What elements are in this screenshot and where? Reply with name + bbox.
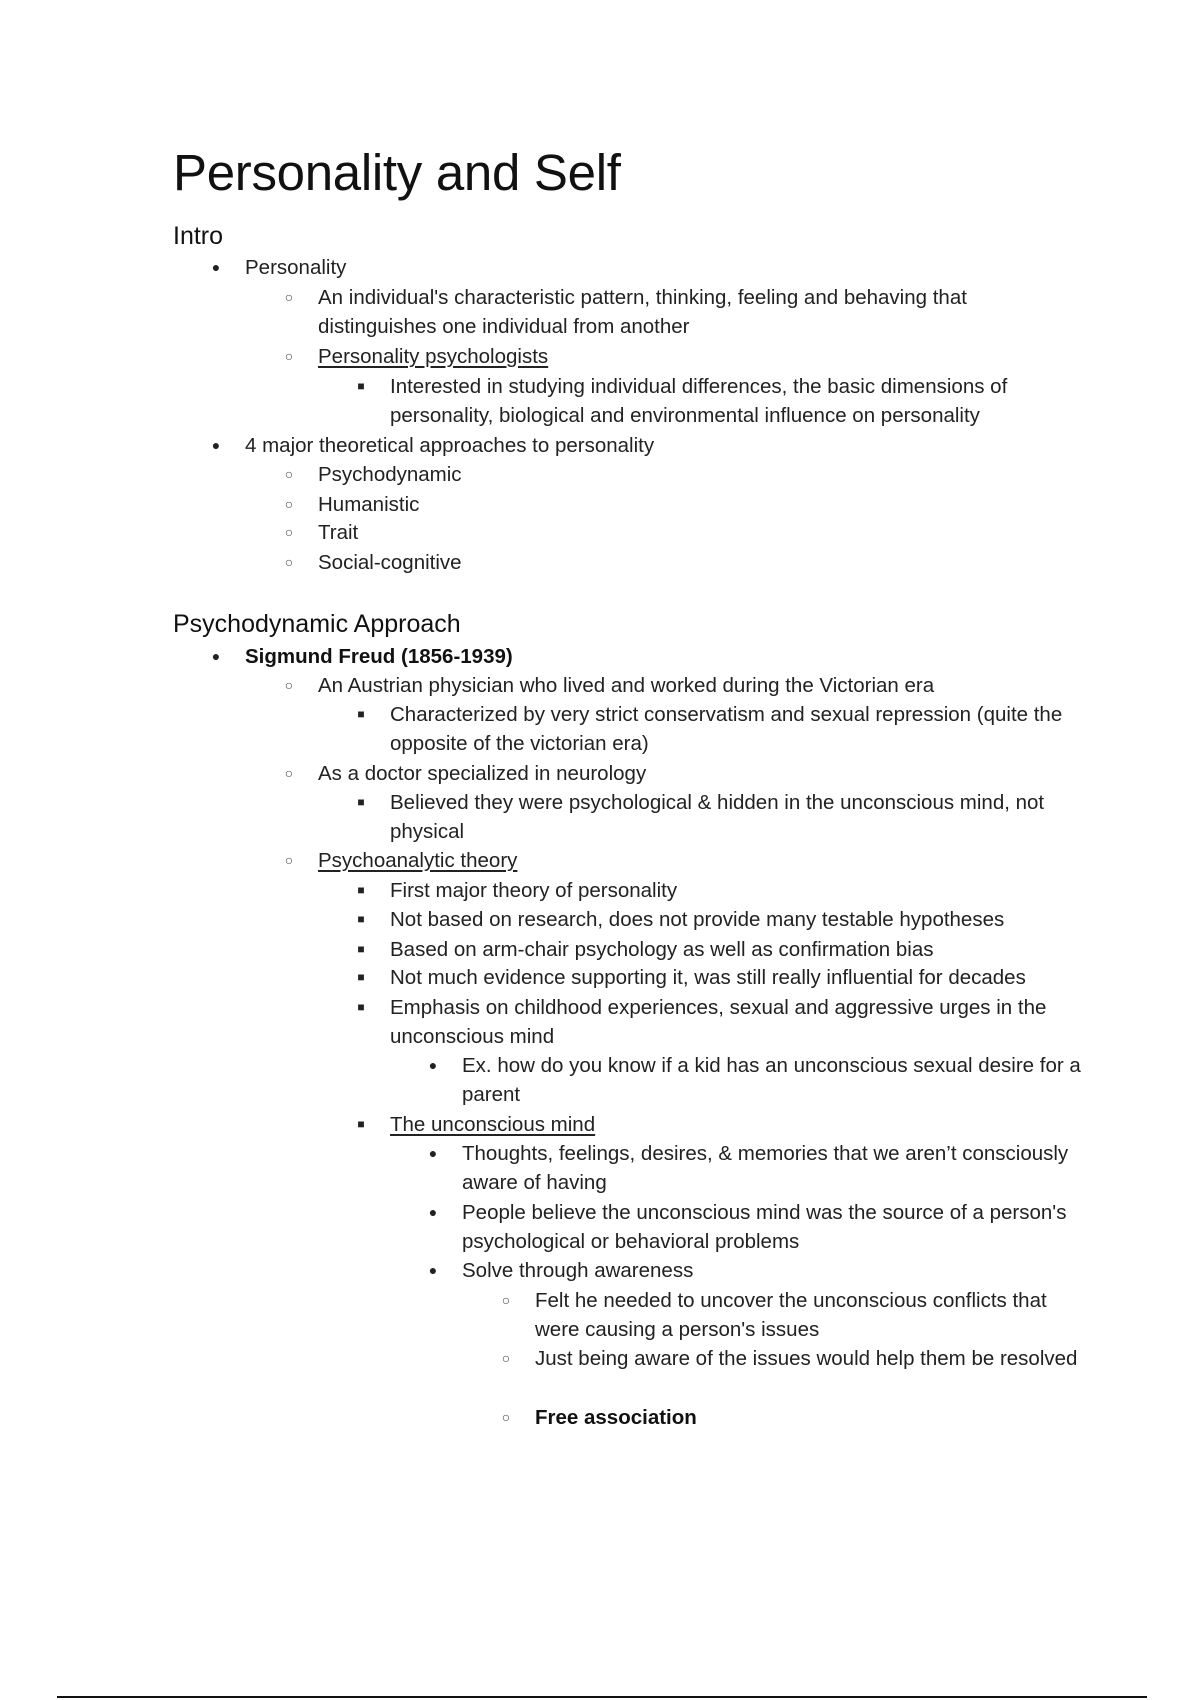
page-divider — [57, 1696, 1147, 1698]
bullet-disc-icon: ● — [211, 437, 221, 453]
list-item: ○ Psychoanalytic theory — [318, 846, 1088, 875]
bullet-square-icon: ■ — [357, 1000, 365, 1014]
list-item: ■ Not much evidence supporting it, was still really influential for decades — [390, 963, 1090, 992]
section-heading-intro: Intro — [173, 222, 224, 250]
bullet-circle-icon: ○ — [284, 677, 294, 693]
bullet-circle-icon: ○ — [501, 1292, 511, 1308]
bullet-circle-icon: ○ — [501, 1409, 511, 1425]
list-item: ● Ex. how do you know if a kid has an unconscious sexual desire for a parent — [462, 1051, 1092, 1109]
list-item: ○ An Austrian physician who lived and worked during the Victorian era — [318, 671, 1088, 700]
bullet-circle-icon: ○ — [284, 496, 294, 512]
list-item: ○ Personality psychologists — [318, 342, 1088, 371]
list-item: ● People believe the unconscious mind was the source of a person's psychological or behavioral problems — [462, 1198, 1092, 1256]
bullet-circle-icon: ○ — [284, 852, 294, 868]
list-item: ○ Psychodynamic — [318, 460, 1088, 489]
bullet-disc-icon: ● — [211, 648, 221, 664]
list-item: ● Personality — [245, 253, 1085, 282]
list-item: ○ Trait — [318, 518, 1088, 547]
list-item: ■ Interested in studying individual differences, the basic dimensions of personality, biological and environmental influence on personality — [390, 372, 1090, 430]
list-item: ○ An individual's characteristic pattern, thinking, feeling and behaving that distinguishes one individual from another — [318, 283, 1088, 341]
bullet-circle-icon: ○ — [501, 1350, 511, 1366]
list-item: ■ Not based on research, does not provide many testable hypotheses — [390, 905, 1090, 934]
bullet-disc-icon: ● — [428, 1204, 438, 1220]
bullet-circle-icon: ○ — [284, 348, 294, 364]
bullet-disc-icon: ● — [428, 1057, 438, 1073]
bullet-square-icon: ■ — [357, 883, 365, 897]
bullet-square-icon: ■ — [357, 1117, 365, 1131]
list-item: ■ Characterized by very strict conservatism and sexual repression (quite the opposite of the victorian era) — [390, 700, 1090, 758]
list-item: ■ Emphasis on childhood experiences, sexual and aggressive urges in the unconscious mind — [390, 993, 1090, 1051]
list-item: ● Solve through awareness — [462, 1256, 1092, 1285]
bullet-disc-icon: ● — [211, 259, 221, 275]
bullet-square-icon: ■ — [357, 942, 365, 956]
list-item: ■ Believed they were psychological & hidden in the unconscious mind, not physical — [390, 788, 1090, 846]
list-item: ○ Social-cognitive — [318, 548, 1088, 577]
list-item: ○ Humanistic — [318, 490, 1088, 519]
bullet-square-icon: ■ — [357, 707, 365, 721]
list-item: ○ Free association — [535, 1403, 1095, 1432]
bullet-square-icon: ■ — [357, 970, 365, 984]
list-item: ● Sigmund Freud (1856-1939) — [245, 642, 1085, 671]
bullet-square-icon: ■ — [357, 795, 365, 809]
bullet-circle-icon: ○ — [284, 289, 294, 305]
list-item: ■ Based on arm-chair psychology as well as confirmation bias — [390, 935, 1090, 964]
bullet-square-icon: ■ — [357, 912, 365, 926]
list-item: ○ As a doctor specialized in neurology — [318, 759, 1088, 788]
bullet-circle-icon: ○ — [284, 524, 294, 540]
list-item: ● Thoughts, feelings, desires, & memories that we aren’t consciously aware of having — [462, 1139, 1092, 1197]
bullet-circle-icon: ○ — [284, 554, 294, 570]
list-item: ○ Felt he needed to uncover the unconscious conflicts that were causing a person's issues — [535, 1286, 1095, 1344]
document-title: Personality and Self — [173, 144, 621, 201]
bullet-circle-icon: ○ — [284, 765, 294, 781]
list-item: ○ Just being aware of the issues would help them be resolved — [535, 1344, 1095, 1373]
list-item: ● 4 major theoretical approaches to personality — [245, 431, 1085, 460]
list-item: ■ The unconscious mind — [390, 1110, 1090, 1139]
bullet-circle-icon: ○ — [284, 466, 294, 482]
bullet-square-icon: ■ — [357, 379, 365, 393]
bullet-disc-icon: ● — [428, 1145, 438, 1161]
bullet-disc-icon: ● — [428, 1262, 438, 1278]
section-heading-psychodynamic: Psychodynamic Approach — [173, 610, 461, 638]
list-item: ■ First major theory of personality — [390, 876, 1090, 905]
